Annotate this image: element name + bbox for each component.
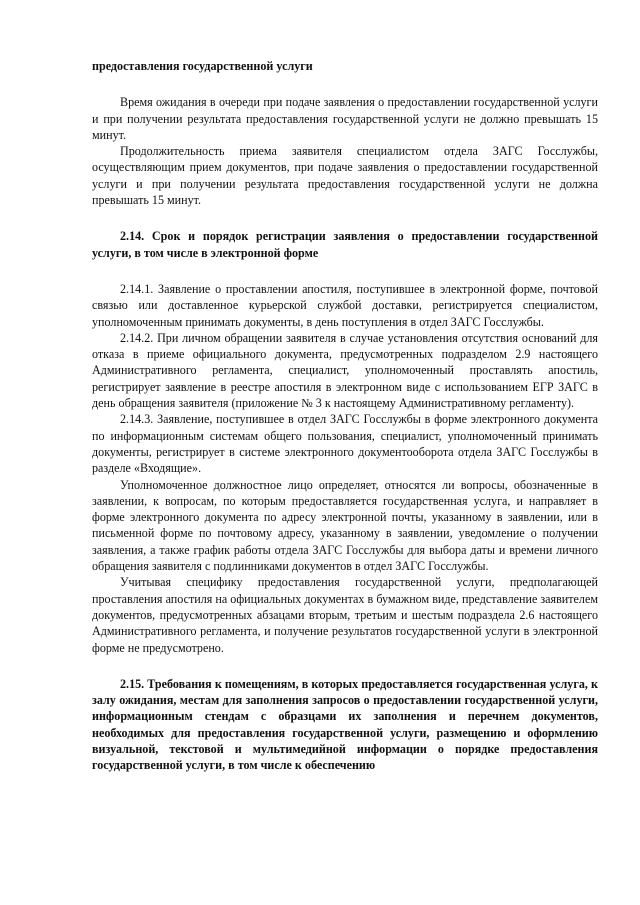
document-page (92, 58, 598, 774)
paragraph-reception-duration: Продолжительность приема заявителя специалистом отдела ЗАГС Госслужбы, осуществляющим прием документов, при подаче заявления о предоставлении государственной услуги и при получении результата предоставления государственной услуги не должна превышать 15 минут. (92, 144, 598, 208)
paragraph-2-14-2: 2.14.2. При личном обращении заявителя в случае установления отсутствия оснований для отказа в приеме официального документа, предусмотренных подразделом 2.9 настоящего Административного регламента, специалист, уполномоченный проставлять апостиль, регистрирует заявление в реестре апостиля в электронном виде с использованием ЕГР ЗАГС в день обращения заявителя (приложение № 3 к настоящему Административному регламенту). (92, 330, 598, 411)
paragraph-2-14-1: 2.14.1. Заявление о проставлении апостиля, поступившее в электронной форме, почтовой связью или доставленное курьерской службой доставки, регистрируется специалистом, уполномоченным принимать документы, в день поступления в отдел ЗАГС Госслужбы. (92, 281, 598, 329)
paragraph-official-determines: Уполномоченное должностное лицо определяет, относятся ли вопросы, обозначенные в заявлении, к вопросам, по которым предоставляется государственная услуга, и направляет в форме электронного документа по адресу электронной почты, указанному в заявлении, или в письменной форме по почтовому адресу, указанному в заявлении, уведомление о получении заявления, а также график работы отдела ЗАГС Госслужбы для выбора даты и времени личного обращения заявителя с подлинниками документов в отдел ЗАГС Госслужбы. (92, 477, 598, 574)
section-heading-2-15: 2.15. Требования к помещениям, в которых предоставляется государственная услуга, к залу ожидания, местам для заполнения запросов о предоставлении государственной услуги, информационным стендам с образцами их заполнения и перечнем документов, необходимых для предоставления государственной услуги, размещению и оформлению визуальной, текстовой и мультимедийной информации о порядке предоставления государственной услуги, в том числе к обеспечению (92, 676, 598, 773)
spacer (92, 208, 598, 228)
continuation-heading: предоставления государственной услуги (92, 59, 313, 73)
paragraph-specifics: Учитывая специфику предоставления государственной услуги, предполагающей проставления апостиля на официальных документах в бумажном виде, представление заявителем документов, предусмотренных абзацами вторым, третьим и шестым подраздела 2.6 настоящего Административного регламента, и получение результатов государственной услуги в электронной форме не предусмотрено. (92, 575, 598, 655)
spacer (92, 261, 598, 281)
spacer (92, 656, 598, 676)
spacer (92, 74, 598, 94)
paragraph-2-14-3: 2.14.3. Заявление, поступившее в отдел ЗАГС Госслужбы в форме электронного документа по информационным системам общего пользования, специалист, уполномоченный принимать документы, регистрирует в системе электронного документооборота отдела ЗАГС Госслужбы в разделе «Входящие». (92, 412, 598, 476)
paragraph-waiting-time: Время ожидания в очереди при подаче заявления о предоставлении государственной услуги и при получении результата предоставления государственной услуги не должно превышать 15 минут. (92, 95, 598, 142)
section-heading-2-14: 2.14. Срок и порядок регистрации заявления о предоставлении государственной услуги, в том числе в электронной форме (92, 229, 598, 260)
